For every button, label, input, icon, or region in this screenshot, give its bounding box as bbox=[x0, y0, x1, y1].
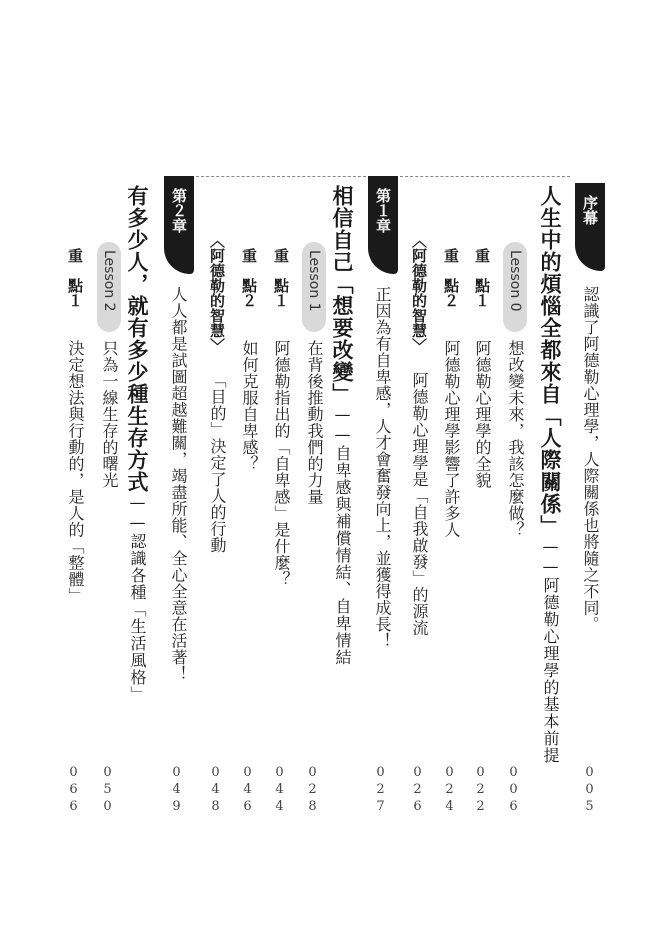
chapter2-point1-page: 066 bbox=[66, 765, 81, 816]
chapter2-lesson-badge: Lesson 2 bbox=[97, 242, 121, 332]
preface-subtitle-page: 005 bbox=[582, 765, 597, 816]
preface-tab: 序幕 bbox=[575, 183, 605, 271]
section-divider bbox=[196, 176, 366, 178]
preface-title bbox=[540, 185, 561, 764]
chapter1-tab: 第１章 bbox=[368, 176, 398, 274]
preface-title-main: 人生中的煩惱全都來自「人際關係」 bbox=[538, 185, 563, 537]
preface-wisdom-text: 阿德勒心理學是「自我啟發」的源流 bbox=[410, 372, 429, 636]
preface-point2-label: 重 點２ bbox=[442, 248, 460, 308]
chapter1-point2-text: 如何克服自卑感？ bbox=[240, 340, 259, 472]
chapter1-point2-label: 重 點２ bbox=[240, 248, 258, 308]
chapter1-subtitle-page: 027 bbox=[373, 765, 388, 816]
chapter2-title-main: 有多少人，就有多少種生存方式 bbox=[125, 185, 150, 493]
chapter1-title-main: 相信自己「想要改變」 bbox=[330, 185, 355, 405]
chapter2-point1-label: 重 點１ bbox=[66, 248, 84, 308]
chapter1-lesson-text: 在背後推動我們的力量 bbox=[305, 340, 324, 505]
preface-wisdom-page: 026 bbox=[410, 765, 425, 816]
chapter1-point1-label: 重 點１ bbox=[272, 248, 290, 308]
preface-point1-page: 022 bbox=[473, 765, 488, 816]
preface-subtitle: 認識了阿德勒心理學，人際關係也將隨之不同。 bbox=[581, 286, 600, 633]
chapter1-wisdom-label: 〈阿德勒的智慧〉 bbox=[208, 233, 226, 353]
chapter1-point1-page: 044 bbox=[272, 765, 287, 816]
chapter1-lesson-page: 028 bbox=[305, 765, 320, 816]
chapter2-title bbox=[127, 185, 148, 703]
chapter1-title bbox=[332, 185, 353, 666]
chapter2-subtitle: 人人都是試圖超越難關，竭盡所能、全心全意在活著！ bbox=[169, 286, 188, 682]
preface-lesson-text: 想改變未來，我該怎麼做？ bbox=[506, 340, 525, 538]
preface-point1-text: 阿德勒心理學的全貌 bbox=[473, 340, 492, 489]
chapter2-tab: 第２章 bbox=[164, 176, 194, 274]
chapter2-lesson-page: 050 bbox=[100, 765, 115, 816]
preface-lesson-page: 006 bbox=[506, 765, 521, 816]
chapter2-point1-text: 決定想法與行動的，是人的「整體」 bbox=[66, 340, 85, 604]
preface-wisdom-label: 〈阿德勒的智慧〉 bbox=[410, 233, 428, 353]
preface-lesson-badge: Lesson 0 bbox=[503, 242, 527, 332]
preface-point2-text: 阿德勒心理學影響了許多人 bbox=[442, 340, 461, 538]
preface-title-tail: ——阿德勒心理學的基本前提 bbox=[541, 537, 560, 764]
chapter2-subtitle-page: 049 bbox=[169, 765, 184, 816]
chapter2-lesson-text: 只為一線生存的曙光 bbox=[100, 340, 119, 489]
chapter1-wisdom-text: 「目的」決定了人的行動 bbox=[208, 372, 227, 554]
chapter1-subtitle: 正因為有自卑感，人才會奮發向上，並獲得成長！ bbox=[373, 286, 392, 649]
preface-point2-page: 024 bbox=[442, 765, 457, 816]
chapter1-title-tail: ——自卑感與補償情結、自卑情結 bbox=[333, 405, 352, 666]
chapter1-point2-page: 046 bbox=[240, 765, 255, 816]
preface-point1-label: 重 點１ bbox=[473, 248, 491, 308]
chapter1-point1-text: 阿德勒指出的「自卑感」是什麼？ bbox=[272, 340, 291, 588]
chapter2-title-tail: ——認識各種「生活風格」 bbox=[128, 493, 147, 703]
chapter1-wisdom-page: 048 bbox=[208, 765, 223, 816]
section-divider bbox=[400, 176, 570, 178]
chapter1-lesson-badge: Lesson 1 bbox=[302, 242, 326, 332]
